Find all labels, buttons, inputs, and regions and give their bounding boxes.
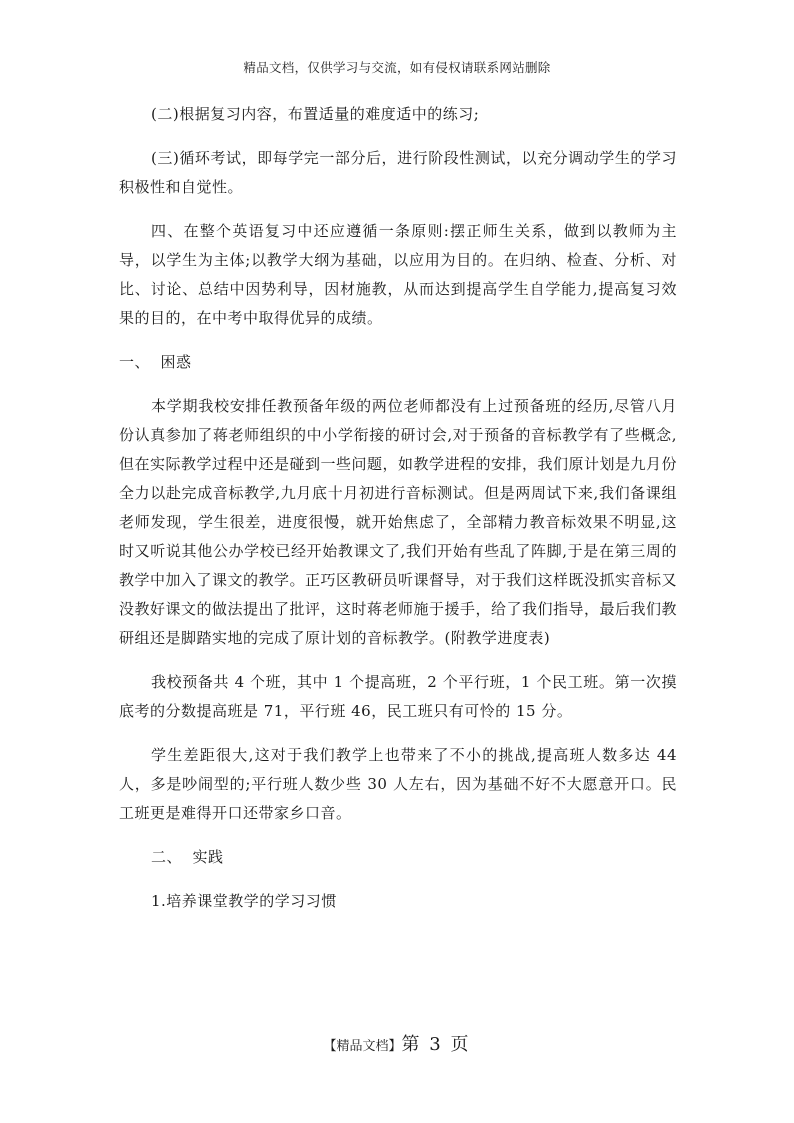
document-body <box>119 100 677 931</box>
paragraph-student-gap: 学生差距很大,这对于我们教学上也带来了不小的挑战,提高班人数多达 44 人，多是吵闹型的;平行班人数少些 30 人左右，因为基础不好不大愿意开口。民工班更是难得开口还带家乡口音。 <box>119 746 677 822</box>
paragraph-class-scores: 我校预备共 4 个班，其中 1 个提高班，2 个平行班，1 个民工班。第一次摸底考的分数提高班是 71，平行班 46，民工班只有可怜的 15 分。 <box>119 673 677 720</box>
page-number: 第 3 页 <box>401 1034 471 1055</box>
page-footer <box>0 1030 794 1056</box>
paragraph-principle: 四、在整个英语复习中还应遵循一条原则:摆正师生关系，做到以教师为主导，以学生为主体;以教学大纲为基础，以应用为目的。在归纳、检查、分析、对比、讨论、总结中因势利导，因材施教，从而达到提高学生自学能力,提高复习效果的目的，在中考中取得优异的成绩。 <box>119 222 677 327</box>
section-heading-practice: 二、 实践 <box>151 848 224 866</box>
page-header: 精品文档，仅供学习与交流，如有侵权请联系网站删除 <box>243 60 551 75</box>
footer-tag: 【精品文档】 <box>323 1039 402 1054</box>
paragraph-cyclic-exams: (三)循环考试，即每学完一部分后，进行阶段性测试，以充分调动学生的学习积极性和自觉性。 <box>119 149 677 196</box>
subsection-heading-habits: 1.培养课堂教学的学习习惯 <box>151 892 337 910</box>
paragraph-review-exercises: (二)根据复习内容，布置适量的难度适中的练习; <box>151 105 480 123</box>
section-heading-confusion: 一、 困惑 <box>119 353 192 371</box>
paragraph-semester-background: 本学期我校安排任教预备年级的两位老师都没有上过预备班的经历,尽管八月份认真参加了蒋老师组织的中小学衔接的研讨会,对于预备的音标教学有了些概念,但在实际教学过程中还是碰到一些问题，如教学进程的安排，我们原计划是九月份全力以赴完成音标教学,九月底十月初进行音标测试。但是两周试下来,我们备课组老师发现，学生很差，进度很慢，就开始焦虑了，全部精力教音标效果不明显,这时又听说其他公办学校已经开始教课文了,我们开始有些乱了阵脚,于是在第三周的教学中加入了课文的教学。正巧区教研员听课督导，对于我们这样既没抓实音标又没教好课文的做法提出了批评，这时蒋老师施于援手，给了我们指导，最后我们教研组还是脚踏实地的完成了原计划的音标教学。(附教学进度表) <box>119 397 678 647</box>
